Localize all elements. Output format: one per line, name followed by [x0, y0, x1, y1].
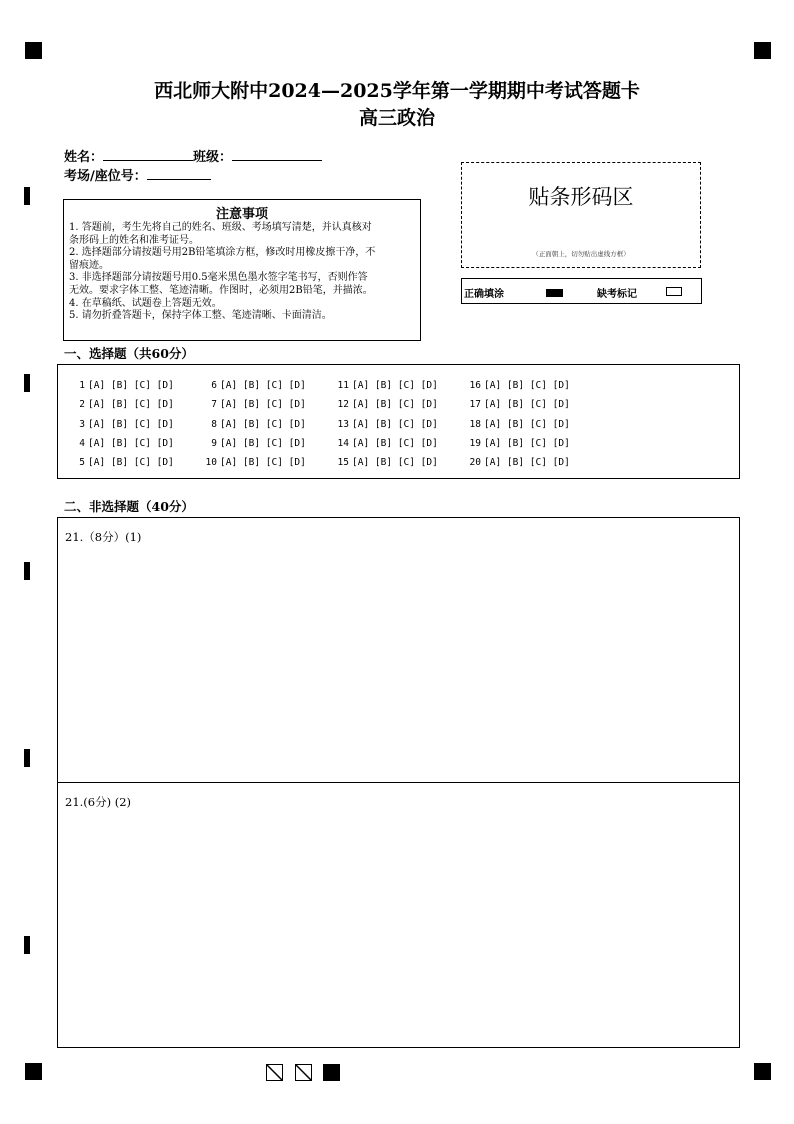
mc-question-row[interactable]: 5 [A] [B] [C] [D] — [79, 457, 174, 469]
notes-line: 条形码上的姓名和准考证号。 — [69, 234, 199, 246]
alignment-mark-top-right — [754, 42, 771, 59]
notes-line: 3. 非选择题部分请按题号用0.5毫米黑色墨水签字笔书写，否则作答 — [69, 272, 368, 284]
answer-box-q21-1[interactable] — [57, 517, 740, 783]
fill-legend — [461, 278, 702, 304]
name-field[interactable] — [103, 146, 193, 161]
mc-question-row[interactable]: 6 [A] [B] [C] [D] — [211, 380, 306, 391]
mc-question-row[interactable]: 9 [A] [B] [C] [D] — [211, 437, 306, 449]
page-id-filled-square-icon — [323, 1064, 340, 1081]
timing-mark — [24, 562, 30, 580]
mc-question-row[interactable]: 7 [A] [B] [C] [D] — [211, 399, 306, 411]
notes-box — [63, 199, 421, 341]
timing-mark — [24, 936, 30, 954]
mc-column — [202, 376, 306, 472]
class-label: 班级： — [193, 150, 233, 165]
barcode-title: 贴条形码区 — [528, 185, 634, 209]
mc-column — [466, 376, 570, 472]
section-2-title: 二、非选择题（40分） — [64, 499, 194, 514]
mc-question-row[interactable]: 14 [A] [B] [C] [D] — [337, 437, 438, 449]
absent-mark-checkbox[interactable] — [666, 287, 682, 296]
filled-square-icon — [546, 289, 563, 297]
absent-mark-label: 缺考标记 — [597, 289, 637, 300]
question-label: 21.（8分）(1) — [65, 530, 142, 544]
timing-mark — [24, 187, 30, 205]
notes-line: 2. 选择题部分请按题号用2B铅笔填涂方框，修改时用橡皮擦干净，不 — [69, 247, 376, 259]
mc-question-row[interactable]: 1 [A] [B] [C] [D] — [79, 380, 174, 391]
mc-question-row[interactable]: 17 [A] [B] [C] [D] — [469, 399, 570, 411]
name-label: 姓名： — [64, 150, 104, 165]
answer-box-q21-2[interactable] — [57, 782, 740, 1048]
notes-title: 注意事项 — [215, 207, 268, 222]
question-label: 21.(6分) (2) — [65, 795, 132, 809]
class-field[interactable] — [232, 146, 322, 161]
notes-line: 1. 答题前，考生先将自己的姓名、班级、考场填写清楚，并认真核对 — [69, 222, 372, 233]
correct-fill-label: 正确填涂 — [464, 289, 504, 300]
mc-question-row[interactable]: 15 [A] [B] [C] [D] — [337, 457, 438, 469]
notes-line: 留痕迹。 — [69, 259, 109, 271]
notes-line: 5. 请勿折叠答题卡，保持字体工整、笔迹清晰、卡面清洁。 — [69, 310, 332, 322]
multiple-choice-box — [57, 364, 740, 479]
mc-question-row[interactable]: 2 [A] [B] [C] [D] — [79, 399, 174, 411]
mc-question-row[interactable]: 10 [A] [B] [C] [D] — [205, 457, 306, 469]
barcode-note: （正面朝上，切勿贴出虚线方框） — [532, 250, 630, 258]
room-row — [64, 165, 211, 184]
mc-question-row[interactable]: 19 [A] [B] [C] [D] — [469, 437, 570, 449]
mc-question-row[interactable]: 4 [A] [B] [C] [D] — [79, 437, 174, 449]
section-1-title: 一、选择题（共60分） — [64, 346, 194, 361]
notes-line: 4. 在草稿纸、试题卷上答题无效。 — [69, 297, 222, 309]
mc-question-row[interactable]: 12 [A] [B] [C] [D] — [337, 399, 438, 411]
mc-question-row[interactable]: 3 [A] [B] [C] [D] — [79, 418, 174, 430]
mc-question-row[interactable]: 13 [A] [B] [C] [D] — [337, 418, 438, 430]
timing-mark — [24, 374, 30, 392]
alignment-mark-bottom-left — [25, 1063, 42, 1080]
alignment-mark-bottom-right — [754, 1063, 771, 1080]
mc-question-row[interactable]: 20 [A] [B] [C] [D] — [469, 457, 570, 469]
room-field[interactable] — [147, 165, 211, 180]
mc-question-row[interactable]: 16 [A] [B] [C] [D] — [469, 380, 570, 391]
room-label: 考场/座位号： — [64, 169, 147, 184]
page-subtitle: 高三政治 — [358, 107, 435, 129]
name-class-row — [64, 146, 322, 165]
alignment-mark-top-left — [25, 42, 42, 59]
barcode-area[interactable] — [461, 162, 701, 268]
mc-question-row[interactable]: 8 [A] [B] [C] [D] — [211, 418, 306, 430]
page-title: 西北师大附中2024—2025学年第一学期期中考试答题卡 — [154, 80, 640, 102]
notes-line: 无效。要求字体工整、笔迹清晰。作图时，必须用2B铅笔，并描浓。 — [69, 284, 373, 296]
page-id-hatched-square-icon — [266, 1064, 283, 1081]
mc-question-row[interactable]: 18 [A] [B] [C] [D] — [469, 418, 570, 430]
mc-question-row[interactable]: 11 [A] [B] [C] [D] — [337, 380, 438, 391]
page-id-hatched-square-icon — [295, 1064, 312, 1081]
timing-mark — [24, 749, 30, 767]
mc-column — [334, 376, 438, 472]
mc-column — [70, 376, 174, 472]
